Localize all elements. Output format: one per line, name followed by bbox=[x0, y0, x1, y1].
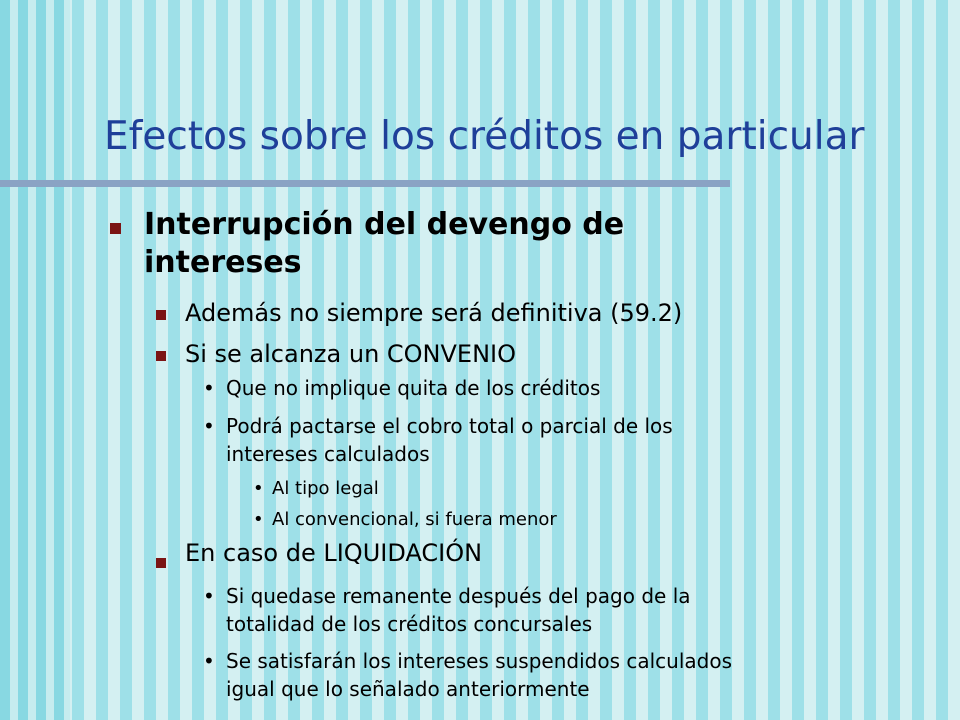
main-bullet-line1: Interrupción del devengo de bbox=[144, 207, 625, 242]
item-tipo-legal: Al tipo legal bbox=[272, 478, 379, 499]
round-bullet-icon: • bbox=[203, 649, 215, 673]
item-remanente-line2: totalidad de los créditos concursales bbox=[226, 612, 593, 636]
left-stripe-band bbox=[0, 0, 70, 720]
round-bullet-icon: • bbox=[203, 414, 215, 438]
item-satisfaran-line1: Se satisfarán los intereses suspendidos calculados bbox=[226, 649, 732, 673]
item-convencional: Al convencional, si fuera menor bbox=[272, 509, 557, 530]
square-bullet-icon bbox=[156, 351, 166, 361]
square-bullet-icon bbox=[110, 223, 121, 234]
item-quita: Que no implique quita de los créditos bbox=[226, 376, 601, 400]
item-ademas: Además no siempre será definitiva (59.2) bbox=[185, 299, 683, 327]
item-satisfaran-line2: igual que lo señalado anteriormente bbox=[226, 677, 590, 701]
item-remanente-line1: Si quedase remanente después del pago de la bbox=[226, 584, 691, 608]
round-bullet-icon: • bbox=[253, 478, 264, 499]
round-bullet-icon: • bbox=[253, 509, 264, 530]
slide-title: Efectos sobre los créditos en particular bbox=[104, 114, 865, 159]
main-bullet-line2: intereses bbox=[144, 245, 302, 280]
item-pactarse-line2: intereses calculados bbox=[226, 442, 430, 466]
item-pactarse-line1: Podrá pactarse el cobro total o parcial de los bbox=[226, 414, 673, 438]
item-convenio: Si se alcanza un CONVENIO bbox=[185, 340, 517, 368]
round-bullet-icon: • bbox=[203, 584, 215, 608]
square-bullet-icon bbox=[156, 558, 166, 568]
round-bullet-icon: • bbox=[203, 376, 215, 400]
item-liquidacion: En caso de LIQUIDACIÓN bbox=[185, 539, 483, 567]
title-underline-bar bbox=[0, 180, 730, 187]
square-bullet-icon bbox=[156, 310, 166, 320]
